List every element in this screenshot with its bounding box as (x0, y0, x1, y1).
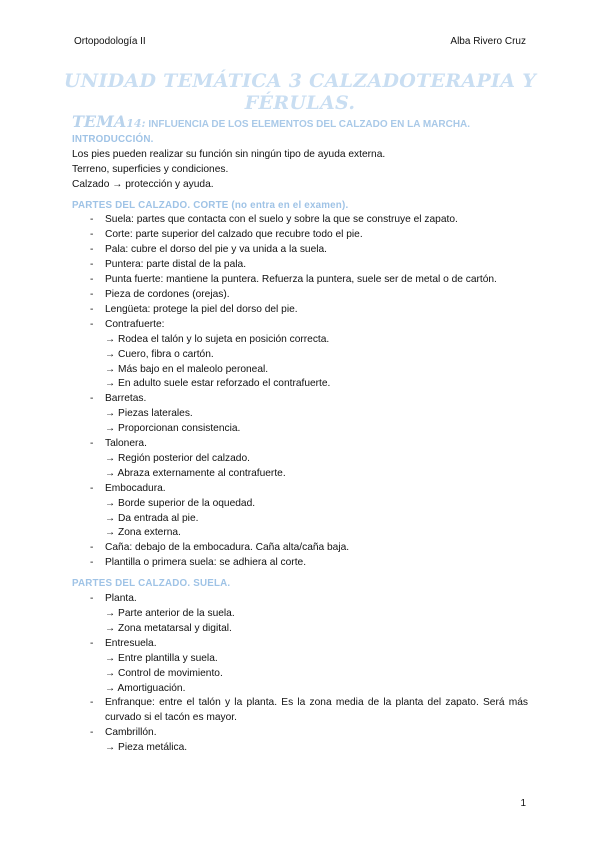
list-item (72, 556, 528, 571)
intro-line: Los pies pueden realizar su función sin ningún tipo de ayuda externa. (72, 148, 386, 160)
list-item-text: Pieza de cordones (orejas). (105, 288, 230, 300)
suela-heading: PARTES DEL CALZADO. SUELA. (72, 578, 231, 590)
list-subitem: → Pieza metálica. (105, 742, 188, 754)
list-item-text: Barretas. (105, 393, 147, 405)
list-subitem: → Rodea el talón y lo sujeta en posición correcta. (105, 333, 330, 345)
list-item-text: Planta. (105, 593, 137, 605)
list-item-text: Enfranque: entre el talón y la planta. Es la zona media de la planta del zapato. Será más curvado si el tacón es mayor. (105, 697, 528, 724)
intro-line: Terreno, superficies y condiciones. (72, 163, 229, 175)
list-item (72, 318, 528, 393)
list-item (72, 392, 528, 437)
intro-paragraph (72, 148, 528, 193)
page-number: 1 (520, 798, 526, 809)
list-item-text: Suela: partes que contacta con el suelo y sobre la que se construye el zapato. (105, 214, 458, 226)
list-item-text: Cambrillón. (105, 727, 157, 739)
list-item-text: Embocadura. (105, 482, 166, 494)
list-subitem: → Amortiguación. (105, 682, 186, 694)
list-item (72, 303, 528, 318)
list-item (72, 243, 528, 258)
list-subitem: → Región posterior del calzado. (105, 452, 250, 464)
list-item-text: Contrafuerte: (105, 318, 165, 330)
list-subitem: → Entre plantilla y suela. (105, 652, 218, 664)
list-item (72, 437, 528, 482)
list-item-text: Caña: debajo de la embocadura. Caña alta/caña baja. (105, 542, 350, 554)
list-subitem: → En adulto suele estar reforzado el contrafuerte. (105, 378, 331, 390)
corte-list (72, 213, 528, 571)
tema-word: TEMA (72, 112, 127, 131)
suela-list (72, 592, 528, 756)
list-item (72, 273, 528, 288)
list-item-text: Punta fuerte: mantiene la puntera. Refuerza la puntera, suele ser de metal o de cartón. (105, 274, 497, 286)
corte-heading: PARTES DEL CALZADO. CORTE (no entra en el examen). (72, 199, 349, 211)
list-item (72, 637, 528, 697)
list-item-text: Entresuela. (105, 637, 157, 649)
list-subitem: → Cuero, fibra o cartón. (105, 348, 214, 360)
list-subitem: → Zona metatarsal y digital. (105, 622, 232, 634)
page-header (74, 36, 526, 47)
header-author: Alba Rivero Cruz (450, 36, 526, 47)
list-item-text: Talonera. (105, 438, 147, 450)
list-item (72, 696, 528, 726)
tema-number: 14: (126, 117, 146, 130)
list-subitem: → Proporcionan consistencia. (105, 423, 241, 435)
unit-title: UNIDAD TEMÁTICA 3 CALZADOTERAPIA Y FÉRULAS. (63, 70, 537, 114)
header-course: Ortopodología II (74, 36, 146, 47)
list-subitem: → Da entrada al pie. (105, 512, 199, 524)
list-item (72, 541, 528, 556)
list-subitem: → Piezas laterales. (105, 408, 193, 420)
list-item (72, 482, 528, 542)
tema-heading (72, 112, 528, 133)
list-subitem: → Borde superior de la oquedad. (105, 497, 256, 509)
list-item-text: Plantilla o primera suela: se adhiera al corte. (105, 557, 307, 569)
list-item-text: Lengüeta: protege la piel del dorso del pie. (105, 303, 298, 315)
list-item-text: Pala: cubre el dorso del pie y va unida a la suela. (105, 244, 328, 256)
list-item (72, 592, 528, 637)
list-item (72, 288, 528, 303)
list-item (72, 726, 528, 756)
list-subitem: → Más bajo en el maleolo peroneal. (105, 363, 269, 375)
intro-line: Calzado → protección y ayuda. (72, 178, 214, 190)
tema-title: INFLUENCIA DE LOS ELEMENTOS DEL CALZADO EN LA MARCHA. (148, 119, 471, 130)
list-item-text: Corte: parte superior del calzado que recubre todo el pie. (105, 229, 363, 241)
list-item (72, 258, 528, 273)
list-subitem: → Zona externa. (105, 527, 181, 539)
list-subitem: → Control de movimiento. (105, 667, 223, 679)
list-item (72, 228, 528, 243)
document-body (72, 112, 528, 756)
list-subitem: → Parte anterior de la suela. (105, 608, 235, 619)
list-item-text: Puntera: parte distal de la pala. (105, 259, 247, 271)
list-subitem: → Abraza externamente al contrafuerte. (105, 467, 286, 479)
intro-heading: INTRODUCCIÓN. (72, 133, 154, 145)
list-item (72, 213, 528, 228)
